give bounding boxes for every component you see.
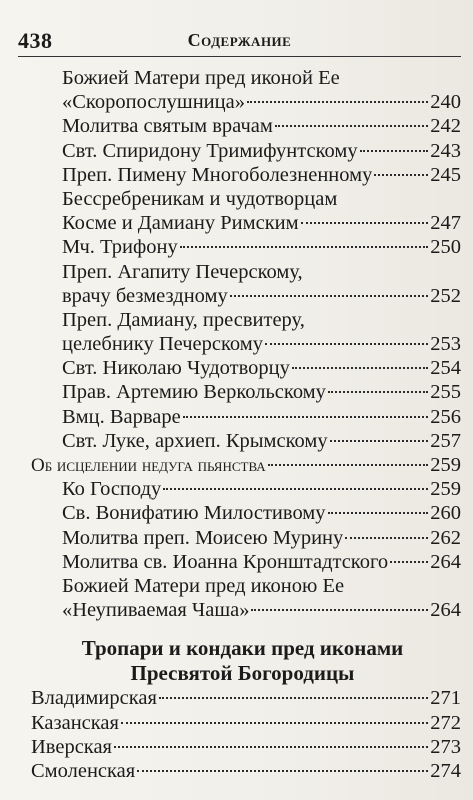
toc-entry: Молитва св. Иоанна Кронштадтского 264 [62,550,461,573]
toc-entry: Свт. Николаю Чудотворцу 254 [62,357,461,380]
dot-leader [180,245,429,248]
toc-entry: «Скоропослушница» 240 [62,91,461,114]
toc-entry: Прав. Артемию Веркольскому 255 [62,381,461,404]
toc-entry: Преп. Агапиту Печерскому, [62,260,303,283]
dot-leader [230,294,429,297]
toc-entry: Владимирская 271 [31,687,461,710]
toc-section-entry: Об исцелении недуга пьянства 259 [31,454,461,476]
page-ref: 262 [430,526,461,549]
page-ref: 255 [430,381,461,404]
toc-entry: Преп. Дамиану, пресвитеру, [62,308,305,331]
dot-leader [374,173,428,176]
page-ref: 257 [430,429,461,452]
toc-entry: Св. Вонифатию Милостивому 260 [62,502,461,525]
page-ref: 252 [430,284,461,307]
dot-leader [247,100,428,103]
dot-leader [183,415,429,418]
toc-entry: целебнику Печерскому 253 [62,333,461,356]
page-ref: 253 [430,333,461,356]
dot-leader [360,149,429,152]
dot-leader [163,487,428,490]
toc-entry: Казанская 272 [31,711,461,734]
page-ref: 250 [430,236,461,259]
page-ref: 259 [430,478,461,501]
page-ref: 242 [430,115,461,138]
page-ref: 245 [430,163,461,186]
section-heading-line-1: Тропари и кондаки пред иконами [81,636,404,661]
dot-leader [114,745,428,748]
page-ref: 247 [430,212,461,235]
dot-leader [275,124,428,127]
dot-leader [159,696,428,699]
toc-entry: Вмц. Варваре 256 [62,405,461,428]
dot-leader [345,536,428,539]
dot-leader [292,366,428,369]
page-ref: 264 [430,550,461,573]
page-ref: 272 [430,711,461,734]
dot-leader [265,342,428,345]
page-ref: 271 [430,687,461,710]
toc-entry: Бессребреникам и чудотворцам [62,187,338,210]
dot-leader [328,511,429,514]
dot-leader [137,769,428,772]
page-ref: 256 [430,405,461,428]
page-ref: 264 [430,599,461,622]
dot-leader [268,463,429,466]
toc-entry: Божией Матери пред иконой Ее [62,67,340,89]
dot-leader [390,560,428,563]
section-heading-line-2: Пресвятой Богородицы [130,661,355,686]
toc-entry: Иверская 273 [31,735,461,758]
toc-entry: Божией Матери пред иконою Ее [62,574,345,597]
page-ref: 274 [430,759,461,782]
toc-entry: «Неупиваемая Чаша» 264 [62,599,461,622]
dot-leader [121,721,428,724]
page-ref: 273 [430,735,461,758]
dot-leader [251,608,428,611]
toc-entry: Ко Господу 259 [62,478,461,501]
table-of-contents [0,66,473,783]
section-heading [0,636,473,686]
toc-entry: врачу безмездному 252 [62,284,461,307]
toc-entry: Преп. Пимену Многоболезненному 245 [62,163,461,186]
page-ref: 240 [430,91,461,114]
running-title: Содержание [187,30,292,50]
running-head [18,28,461,53]
section-gap [0,622,473,636]
toc-entry: Косме и Дамиану Римским 247 [62,212,461,235]
dot-leader [301,221,429,224]
header-rule [18,56,461,57]
toc-entry: Мч. Трифону 250 [62,236,461,259]
page-number: 438 [18,28,53,53]
toc-entry: Смоленская 274 [31,759,461,782]
toc-entry: Молитва святым врачам 242 [62,115,461,138]
toc-entry: Свт. Спиридону Тримифунтскому 243 [62,139,461,162]
page-ref: 254 [430,357,461,380]
page-ref: 260 [430,502,461,525]
page-ref: 243 [430,139,461,162]
toc-entry: Свт. Луке, архиеп. Крымскому 257 [62,429,461,452]
toc-entry: Молитва преп. Моисею Мурину 262 [62,526,461,549]
dot-leader [330,439,429,442]
page-ref: 259 [430,454,461,476]
dot-leader [328,390,428,393]
